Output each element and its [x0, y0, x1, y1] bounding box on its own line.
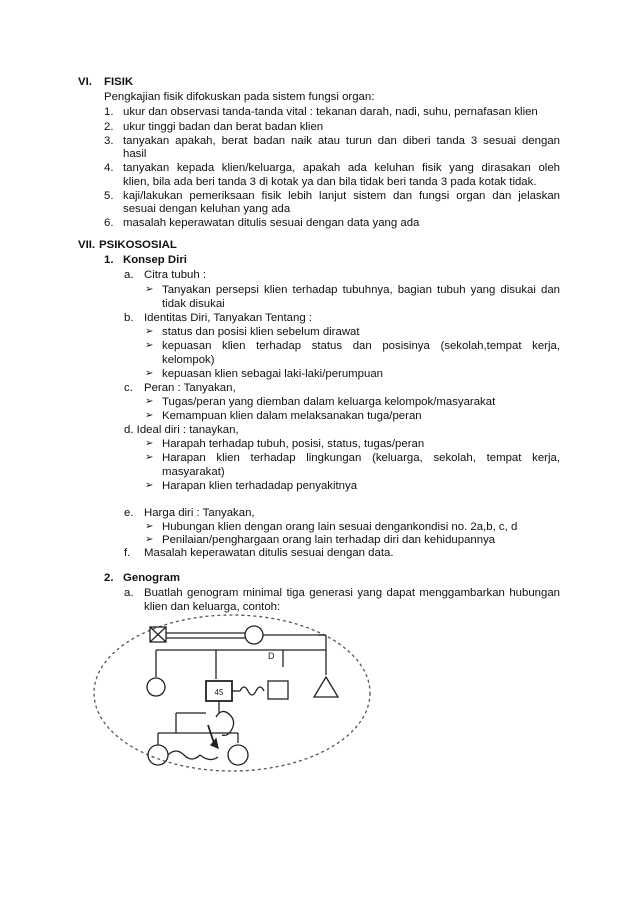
- bullet-arrow-icon: ➢: [145, 396, 154, 407]
- section-6-label: VI.: [78, 76, 92, 88]
- list-item-number: 5.: [104, 190, 114, 202]
- genogram-diagram: [88, 605, 378, 777]
- bullet-text: status dan posisi klien sebelum dirawat: [162, 326, 360, 338]
- list-item-text: ukur tinggi badan dan berat badan klien: [123, 121, 324, 133]
- bullet-arrow-icon: ➢: [145, 521, 154, 532]
- bullet-text: Penilaian/penghargaan orang lain terhadap diri dan kehidupannya: [162, 534, 496, 546]
- list-item-text: masalah keperawatan ditulis sesuai dengan data yang ada: [123, 217, 420, 229]
- sub-item-text-cont: klien dan keluarga, contoh:: [144, 601, 281, 613]
- sub-item-label: e.: [124, 507, 134, 519]
- section-6-title: FISIK: [104, 76, 134, 88]
- list-item-number: 4.: [104, 162, 114, 174]
- bullet-text: Harapan klien terhadap lingkungan (keluarga, sekolah, tempat kerja,: [162, 452, 560, 464]
- aunt-circle: [147, 678, 165, 696]
- list-item-number: 2.: [104, 121, 114, 133]
- list-item-text: tanyakan kepada klien/keluarga, apakah ada keluhan fisik yang dirasakan oleh: [123, 162, 560, 174]
- subsection-number: 2.: [104, 572, 114, 584]
- bullet-text: Harapan klien terhadadap penyakitnya: [162, 480, 358, 492]
- section-7-title: PSIKOSOSIAL: [99, 239, 177, 251]
- sub-item-text: Citra tubuh :: [144, 269, 207, 281]
- bullet-arrow-icon: ➢: [145, 438, 154, 449]
- section-6-intro: Pengkajian fisik difokuskan pada sistem fungsi organ:: [104, 91, 375, 103]
- list-item-number: 3.: [104, 135, 114, 147]
- grandmother-circle: [245, 626, 263, 644]
- bullet-arrow-icon: ➢: [145, 368, 154, 379]
- bullet-arrow-icon: ➢: [145, 410, 154, 421]
- section-7-label: VII.: [78, 239, 96, 251]
- sub-item-label: a.: [124, 587, 134, 599]
- bullet-text: Kemampuan klien dalam melaksanakan tuga/peran: [162, 410, 422, 422]
- wavy-relation-line: [168, 751, 200, 759]
- subsection-title-konsep-diri: Konsep Diri: [123, 254, 187, 266]
- bullet-arrow-icon: ➢: [145, 534, 154, 545]
- sub-item-label: c.: [124, 382, 133, 394]
- list-item-number: 6.: [104, 217, 114, 229]
- bullet-text-cont: kelompok): [162, 354, 215, 366]
- bullet-arrow-icon: ➢: [145, 284, 154, 295]
- list-item-text: ukur dan observasi tanda-tanda vital : tekanan darah, nadi, suhu, pernafasan klien: [123, 106, 538, 118]
- sub-item-text: Harga diri : Tanyakan,: [144, 507, 255, 519]
- bullet-text: kepuasan klien terhadap status dan posisinya (sekolah,tempat kerja,: [162, 340, 560, 352]
- uncle-square: [268, 681, 288, 699]
- age-label: 45: [214, 688, 224, 697]
- list-item-text-cont: sesuai dengan keluhan yang ada: [123, 203, 291, 215]
- client-arrow-head: [211, 739, 218, 748]
- bullet-arrow-icon: ➢: [145, 452, 154, 463]
- list-item-text-cont: klien, bila ada beri tanda 3 di kotak ya dan bila tidak beri tanda 3 pada kotak tidak.: [123, 176, 537, 188]
- sub-item-text: Masalah keperawatan ditulis sesuai dengan data.: [144, 547, 394, 559]
- subsection-number: 1.: [104, 254, 114, 266]
- list-item-text: kaji/lakukan pemeriksaan fisik lebih lanjut sistem dan fungsi organ dan jelaskan: [123, 190, 560, 202]
- subsection-title-genogram: Genogram: [123, 572, 180, 584]
- bullet-arrow-icon: ➢: [145, 326, 154, 337]
- list-item-number: 1.: [104, 106, 114, 118]
- bullet-text-cont: masyarakat): [162, 466, 225, 478]
- sub-item-text: d. Ideal diri : tanaykan,: [124, 424, 239, 436]
- sub-item-label: a.: [124, 269, 134, 281]
- client-circle: [228, 745, 248, 765]
- mark-label: D: [268, 651, 275, 661]
- bullet-text-cont: tidak disukai: [162, 298, 225, 310]
- bullet-arrow-icon: ➢: [145, 340, 154, 351]
- sub-item-label: f.: [124, 547, 131, 559]
- bullet-text: Harapah terhadap tubuh, posisi, status, tugas/peran: [162, 438, 425, 450]
- list-item-text: tanyakan apakah, berat badan naik atau turun dan diberi tanda 3 sesuai dengan: [123, 135, 560, 147]
- bullet-text: Hubungan klien dengan orang lain sesuai dengankondisi no. 2a,b, c, d: [162, 521, 518, 533]
- sibling-triangle: [314, 677, 338, 697]
- bullet-arrow-icon: ➢: [145, 480, 154, 491]
- sub-item-text: Buatlah genogram minimal tiga generasi yang dapat menggambarkan hubungan: [144, 587, 560, 599]
- sub-item-text: Identitas Diri, Tanyakan Tentang :: [144, 312, 313, 324]
- sub-item-label: b.: [124, 312, 134, 324]
- bullet-text: Tanyakan persepsi klien terhadap tubuhnya, bagian tubuh yang disukai dan: [162, 284, 560, 296]
- list-item-text-cont: hasil: [123, 148, 147, 160]
- client-sister-circle: [148, 745, 168, 765]
- bullet-text: Tugas/peran yang diemban dalam keluarga kelompok/masyarakat: [162, 396, 496, 408]
- bullet-text: kepuasan klien sebagai laki-laki/perumpuan: [162, 368, 383, 380]
- sub-item-text: Peran : Tanyakan,: [144, 382, 236, 394]
- curved-arrow: [216, 711, 234, 735]
